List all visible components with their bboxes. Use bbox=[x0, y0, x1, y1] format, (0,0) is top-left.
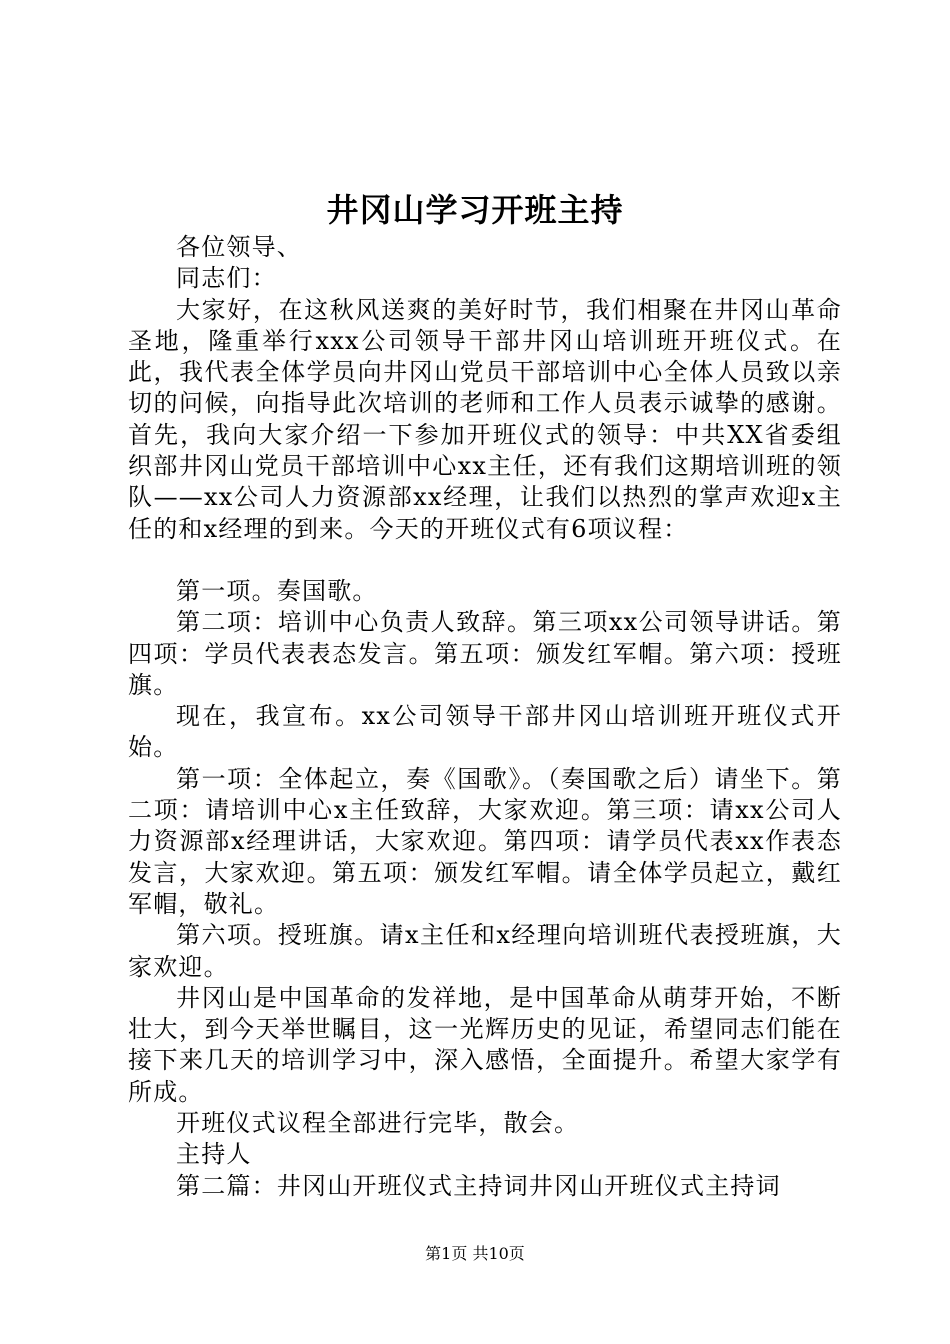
greeting-line-2: 同志们： bbox=[176, 264, 277, 293]
paragraph-proceedings: 第一项：全体起立，奏《国歌》。（奏国歌之后）请坐下。第二项：请培训中心x主任致辞，大家欢迎。第三项：请xx公司人力资源部x经理讲话，大家欢迎。第四项：请学员代表xx作表态发言，大家欢迎。第五项：颁发红军帽。请全体学员起立，戴红军帽，敬礼。 bbox=[128, 764, 842, 918]
paragraph-agenda-list: 第二项：培训中心负责人致辞。第三项xx公司领导讲话。第四项：学员代表表态发言。第五项：颁发红军帽。第六项：授班旗。 bbox=[128, 608, 842, 699]
paragraph-second-part: 第二篇：井冈山开班仪式主持词井冈山开班仪式主持词 bbox=[176, 1171, 781, 1200]
document-body bbox=[128, 232, 842, 1202]
greeting-line-1: 各位领导、 bbox=[176, 233, 302, 261]
page-number-footer: 第1页 共10页 bbox=[425, 1244, 525, 1263]
paragraph-opening: 大家好，在这秋风送爽的美好时节，我们相聚在井冈山革命圣地，隆重举行xxx公司领导干部井冈山培训班开班仪式。在此，我代表全体学员向井冈山党员干部培训中心全体人员致以亲切的问候，向指导此次培训的老师和工作人员表示诚挚的感谢。首先，我向大家介绍一下参加开班仪式的领导：中共XX省委组织部井冈山党员干部培训中心xx主任，还有我们这期培训班的领队——xx公司人力资源部xx经理，让我们以热烈的掌声欢迎x主任的和x经理的到来。今天的开班仪式有6项议程： bbox=[128, 295, 842, 543]
paragraph-jinggangshan: 井冈山是中国革命的发祥地，是中国革命从萌芽开始，不断壮大，到今天举世瞩目，这一光辉历史的见证，希望同志们能在接下来几天的培训学习中，深入感悟，全面提升。希望大家学有所成。 bbox=[128, 983, 842, 1106]
paragraph-announcement: 现在，我宣布。xx公司领导干部井冈山培训班开班仪式开始。 bbox=[128, 702, 842, 762]
paragraph-agenda-1: 第一项。奏国歌。 bbox=[176, 576, 378, 605]
paragraph-closing: 开班仪式议程全部进行完毕，散会。 bbox=[176, 1109, 580, 1138]
document-title: 井冈山学习开班主持 bbox=[326, 191, 624, 229]
paragraph-flag: 第六项。授班旗。请x主任和x经理向培训班代表授班旗，大家欢迎。 bbox=[128, 921, 842, 981]
paragraph-host: 主持人 bbox=[176, 1140, 252, 1169]
